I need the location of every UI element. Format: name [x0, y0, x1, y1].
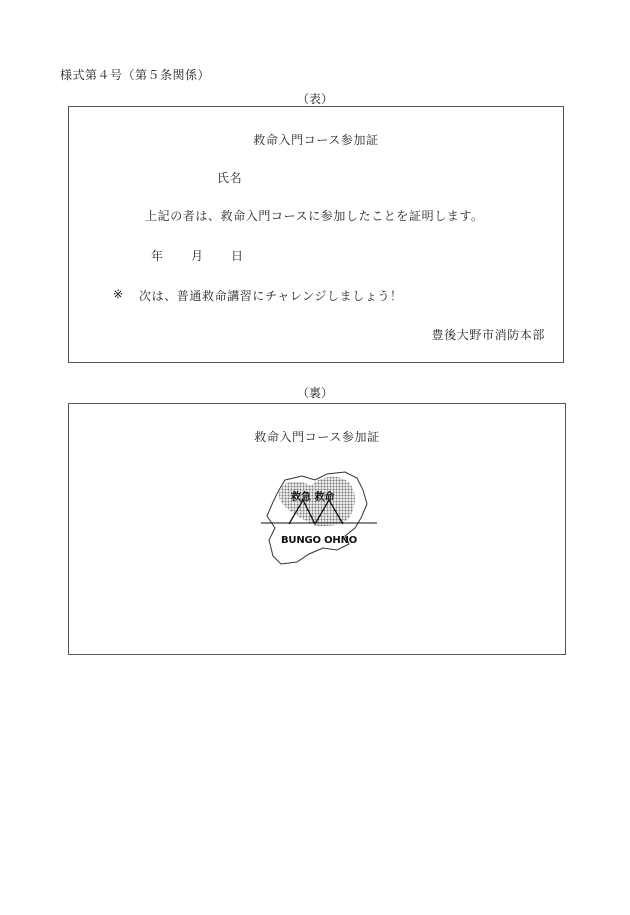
bungo-ohno-emblem	[257, 470, 387, 570]
name-label: 氏名	[217, 171, 243, 185]
front-side-label: （表）	[296, 92, 333, 106]
year-label: 年	[151, 249, 164, 263]
emblem-top-text: 救急 救命	[291, 492, 335, 503]
emblem-bottom-text: BUNGO OHNO	[281, 535, 358, 546]
certificate-back-card	[68, 403, 566, 655]
day-label: 日	[231, 249, 244, 263]
note-text: 次は、普通救命講習にチャレンジしましょう！	[139, 289, 403, 303]
back-title: 救命入門コース参加証	[254, 430, 380, 444]
emblem-map-icon	[257, 470, 387, 570]
certify-text: 上記の者は、救命入門コースに参加したことを証明します。	[145, 209, 484, 223]
issuer-name: 豊後大野市消防本部	[431, 328, 545, 342]
back-side-label: （裏）	[296, 386, 333, 400]
month-label: 月	[191, 249, 204, 263]
form-number-label: 様式第４号（第５条関係）	[60, 68, 211, 82]
front-title: 救命入門コース参加証	[253, 133, 379, 147]
note-mark: ※	[113, 287, 124, 301]
certificate-front-card	[68, 106, 564, 363]
